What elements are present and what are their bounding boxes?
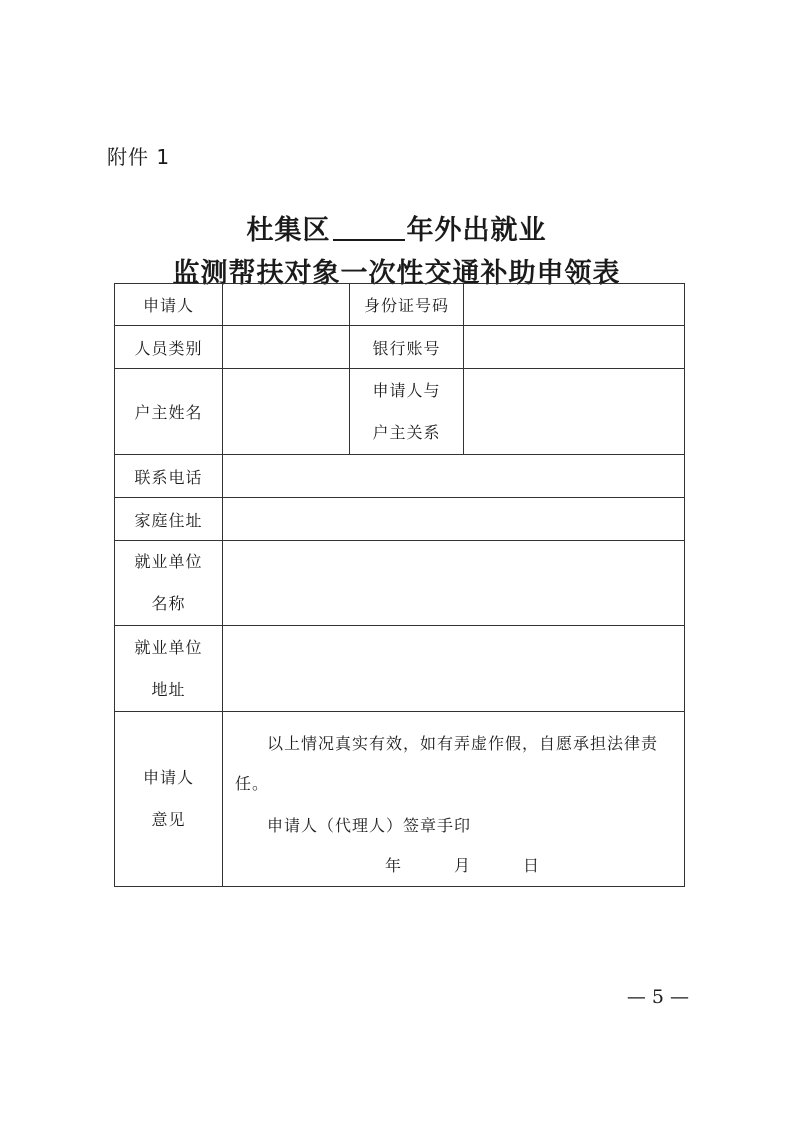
label-employer-address-line2: 地址 [151,679,186,699]
label-relation [350,369,464,455]
label-address: 家庭住址 [115,498,223,541]
address-field[interactable] [223,498,685,541]
date-line [235,846,674,886]
year-label: 年 [385,856,403,875]
applicant-field[interactable] [223,284,350,326]
label-id-number: 身份证号码 [350,284,464,326]
id-number-field[interactable] [464,284,685,326]
day-label: 日 [523,856,541,875]
label-head-name: 户主姓名 [115,369,223,455]
attachment-label: 附件 1 [107,145,171,169]
title-prefix: 杜集区 [246,215,331,246]
title-suffix: 年外出就业 [406,215,547,246]
label-relation-line2: 户主关系 [372,422,441,442]
label-employer-line2: 名称 [151,594,186,613]
category-field[interactable] [223,326,350,369]
label-employer [115,541,223,626]
phone-field[interactable] [223,455,685,498]
label-employer-line1: 就业单位 [134,552,203,571]
opinion-field[interactable] [223,712,685,887]
label-relation-line1: 申请人与 [372,380,441,400]
relation-field[interactable] [464,369,685,455]
label-opinion-line2: 意见 [151,810,186,829]
bank-account-field[interactable] [464,326,685,369]
employer-field[interactable] [223,541,685,626]
head-name-field[interactable] [223,369,350,455]
signature-label: 申请人（代理人）签章手印 [267,816,472,835]
month-label: 月 [454,856,472,875]
application-form-table [114,283,685,887]
declaration-text: 以上情况真实有效，如有弄虚作假，自愿承担法律责任。 [235,734,659,793]
page-number: — 5 — [626,986,689,1008]
label-applicant: 申请人 [115,284,223,326]
label-bank-account: 银行账号 [350,326,464,369]
label-employer-address [115,626,223,712]
employer-address-field[interactable] [223,626,685,712]
label-opinion-line1: 申请人 [142,768,194,787]
form-title-line2: 监测帮扶对象一次性交通补助申领表 [172,258,621,289]
label-phone: 联系电话 [115,455,223,498]
label-category: 人员类别 [115,326,223,369]
form-title-line1 [0,208,793,247]
year-blank [333,213,405,241]
label-employer-address-line1: 就业单位 [134,637,203,657]
label-opinion [115,712,223,887]
